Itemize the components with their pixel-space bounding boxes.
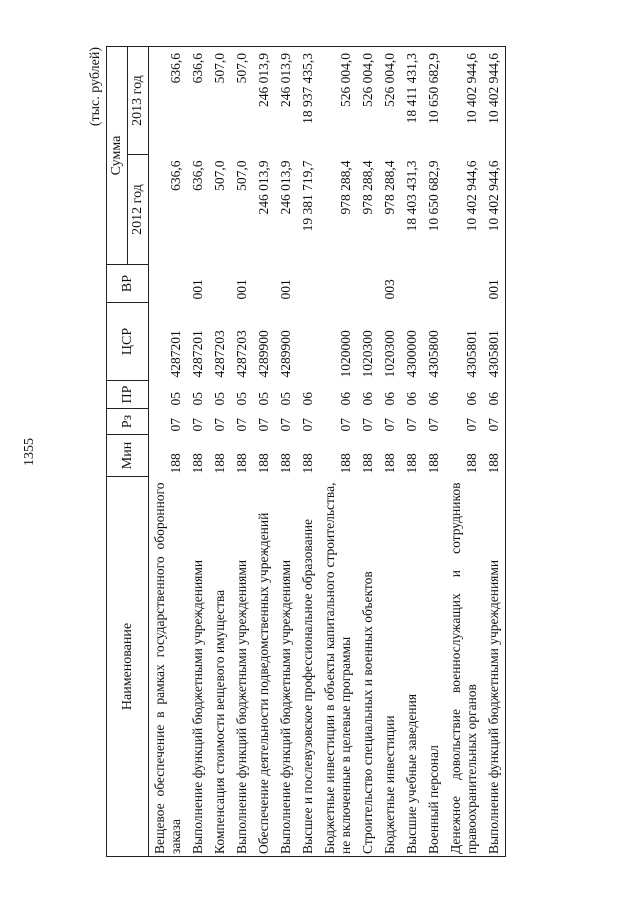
row-csr: 4287201 bbox=[190, 330, 205, 378]
row-sum-2012: 18 403 431,3 bbox=[404, 160, 419, 232]
row-sum-2013: 636,6 bbox=[187, 47, 209, 155]
header-2013: 2013 год bbox=[128, 47, 149, 155]
row-name: Бюджетные инвестиции bbox=[379, 477, 401, 857]
row-name: Компенсация стоимости вещевого имущества bbox=[209, 477, 231, 857]
row-csr: 4289900 bbox=[256, 330, 271, 378]
row-vr bbox=[357, 265, 379, 303]
row-csr: 1020000 bbox=[338, 330, 353, 378]
row-min: 188 bbox=[483, 435, 506, 477]
row-sum-2012: 246 013,9 bbox=[256, 160, 271, 215]
row-name: Денежное довольствие военнослужащих и сотрудников правоохранительных органов bbox=[445, 477, 483, 857]
row-vr: 001 bbox=[190, 279, 205, 300]
page-number: 1355 bbox=[22, 438, 37, 466]
row-min: 188 bbox=[464, 453, 479, 474]
row-name: Военный персонал bbox=[423, 477, 445, 857]
row-csr: 4305801 bbox=[483, 303, 506, 381]
row-sum-2012: 636,6 bbox=[190, 160, 205, 191]
row-csr: 4287201 bbox=[168, 330, 183, 378]
row-sum-2012: 507,0 bbox=[212, 160, 227, 191]
table-row bbox=[483, 47, 506, 857]
row-min: 188 bbox=[256, 453, 271, 474]
row-sum-2012: 19 381 719,7 bbox=[300, 160, 315, 232]
row-pr: 05 bbox=[168, 392, 183, 406]
row-min: 188 bbox=[382, 453, 397, 474]
row-vr bbox=[401, 265, 423, 303]
row-min: 188 bbox=[278, 453, 293, 474]
row-sum-2012: 978 288,4 bbox=[360, 160, 375, 215]
row-csr: 1020300 bbox=[360, 330, 375, 378]
row-vr bbox=[149, 265, 188, 303]
row-pr: 06 bbox=[300, 392, 315, 406]
table-row bbox=[253, 47, 275, 857]
row-vr bbox=[445, 265, 483, 303]
row-sum-2013: 526 004,0 bbox=[319, 47, 357, 155]
row-rz: 07 bbox=[382, 418, 397, 432]
row-csr bbox=[297, 303, 319, 381]
rotated-page-content bbox=[86, 47, 581, 857]
header-name: Наименование bbox=[107, 477, 149, 857]
row-pr: 06 bbox=[338, 392, 353, 406]
row-rz: 07 bbox=[360, 418, 375, 432]
row-rz: 07 bbox=[212, 418, 227, 432]
units-label: (тыс. рублей) bbox=[88, 47, 103, 127]
row-name: Высшее и послевузовское профессиональное образование bbox=[297, 477, 319, 857]
table-row bbox=[231, 47, 253, 857]
row-pr: 06 bbox=[382, 392, 397, 406]
row-sum-2013: 18 937 435,3 bbox=[297, 47, 319, 155]
row-csr: 4305800 bbox=[426, 330, 441, 378]
row-pr: 06 bbox=[360, 392, 375, 406]
row-sum-2013: 526 004,0 bbox=[379, 47, 401, 155]
row-min: 188 bbox=[300, 453, 315, 474]
row-min: 188 bbox=[426, 453, 441, 474]
row-pr: 05 bbox=[212, 392, 227, 406]
row-sum-2012: 246 013,9 bbox=[278, 160, 293, 215]
row-csr: 4287203 bbox=[234, 330, 249, 378]
row-name: Выполнение функций бюджетными учреждениями bbox=[275, 477, 297, 857]
row-csr: 1020300 bbox=[382, 330, 397, 378]
table-row bbox=[379, 47, 401, 857]
row-pr: 06 bbox=[426, 392, 441, 406]
row-rz: 07 bbox=[404, 418, 419, 432]
row-min: 188 bbox=[360, 453, 375, 474]
row-sum-2012: 10 402 944,6 bbox=[483, 155, 506, 265]
row-vr: 001 bbox=[483, 265, 506, 303]
row-rz: 07 bbox=[483, 409, 506, 435]
row-sum-2013: 10 402 944,6 bbox=[483, 47, 506, 155]
header-2012: 2012 год bbox=[128, 155, 149, 265]
table-row bbox=[297, 47, 319, 857]
table-row bbox=[357, 47, 379, 857]
row-vr: 003 bbox=[382, 279, 397, 300]
row-csr: 4305801 bbox=[464, 330, 479, 378]
row-csr: 4300000 bbox=[404, 330, 419, 378]
row-vr bbox=[253, 265, 275, 303]
row-min: 188 bbox=[404, 453, 419, 474]
row-sum-2013: 507,0 bbox=[209, 47, 231, 155]
table-body bbox=[149, 47, 506, 857]
row-csr: 4287203 bbox=[212, 330, 227, 378]
row-pr: 05 bbox=[278, 392, 293, 406]
row-name: Вещевое обеспечение в рамках государственного оборонного заказа bbox=[149, 477, 188, 857]
row-sum-2012: 978 288,4 bbox=[382, 160, 397, 215]
row-sum-2013: 636,6 bbox=[149, 47, 188, 155]
row-sum-2013: 246 013,9 bbox=[275, 47, 297, 155]
row-rz: 07 bbox=[256, 418, 271, 432]
header-min: Мин bbox=[107, 435, 149, 477]
row-rz: 07 bbox=[426, 418, 441, 432]
row-pr: 05 bbox=[234, 392, 249, 406]
header-pr: ПР bbox=[107, 381, 149, 409]
row-sum-2012: 978 288,4 bbox=[338, 160, 353, 215]
row-rz: 07 bbox=[464, 418, 479, 432]
row-name: Обеспечение деятельности подведомственных учреждений bbox=[253, 477, 275, 857]
row-min: 188 bbox=[212, 453, 227, 474]
row-vr: 001 bbox=[278, 279, 293, 300]
row-sum-2013: 10 650 682,9 bbox=[423, 47, 445, 155]
row-sum-2013: 526 004,0 bbox=[357, 47, 379, 155]
row-sum-2012: 636,6 bbox=[168, 160, 183, 191]
table-row bbox=[149, 47, 188, 857]
row-sum-2012: 10 650 682,9 bbox=[426, 160, 441, 232]
row-vr bbox=[297, 265, 319, 303]
table-row bbox=[401, 47, 423, 857]
table-row bbox=[445, 47, 483, 857]
row-min: 188 bbox=[168, 453, 183, 474]
row-pr: 06 bbox=[404, 392, 419, 406]
row-sum-2013: 246 013,9 bbox=[253, 47, 275, 155]
row-sum-2013: 18 411 431,3 bbox=[401, 47, 423, 155]
row-name: Высшие учебные заведения bbox=[401, 477, 423, 857]
row-min: 188 bbox=[190, 453, 205, 474]
row-pr: 05 bbox=[256, 392, 271, 406]
row-name: Выполнение функций бюджетными учреждениями bbox=[231, 477, 253, 857]
header-csr: ЦСР bbox=[107, 303, 149, 381]
row-pr: 06 bbox=[464, 392, 479, 406]
row-name: Выполнение функций бюджетными учреждениями bbox=[187, 477, 209, 857]
row-rz: 07 bbox=[278, 418, 293, 432]
row-vr bbox=[209, 265, 231, 303]
row-name: Выполнение функций бюджетными учреждениями bbox=[483, 477, 506, 857]
row-sum-2012: 507,0 bbox=[234, 160, 249, 191]
row-vr bbox=[423, 265, 445, 303]
row-sum-2012: 10 402 944,6 bbox=[464, 160, 479, 232]
table-row bbox=[275, 47, 297, 857]
header-rz: Рз bbox=[107, 409, 149, 435]
header-sum: Сумма bbox=[107, 47, 128, 265]
table-row bbox=[187, 47, 209, 857]
budget-table bbox=[106, 46, 506, 857]
row-rz: 07 bbox=[338, 418, 353, 432]
table-row bbox=[209, 47, 231, 857]
row-rz: 07 bbox=[300, 418, 315, 432]
table-row bbox=[423, 47, 445, 857]
table-header bbox=[107, 47, 149, 857]
row-vr bbox=[319, 265, 357, 303]
table-row bbox=[319, 47, 357, 857]
row-pr: 05 bbox=[190, 392, 205, 406]
row-vr: 001 bbox=[234, 279, 249, 300]
row-min: 188 bbox=[234, 453, 249, 474]
row-name: Бюджетные инвестиции в объекты капитального строительства, не включенные в целевые программы bbox=[319, 477, 357, 857]
header-vr: ВР bbox=[107, 265, 149, 303]
row-name: Строительство специальных и военных объектов bbox=[357, 477, 379, 857]
row-rz: 07 bbox=[168, 418, 183, 432]
row-csr: 4289900 bbox=[278, 330, 293, 378]
row-rz: 07 bbox=[234, 418, 249, 432]
row-rz: 07 bbox=[190, 418, 205, 432]
row-sum-2013: 10 402 944,6 bbox=[445, 47, 483, 155]
row-sum-2013: 507,0 bbox=[231, 47, 253, 155]
row-pr: 06 bbox=[483, 381, 506, 409]
row-min: 188 bbox=[338, 453, 353, 474]
